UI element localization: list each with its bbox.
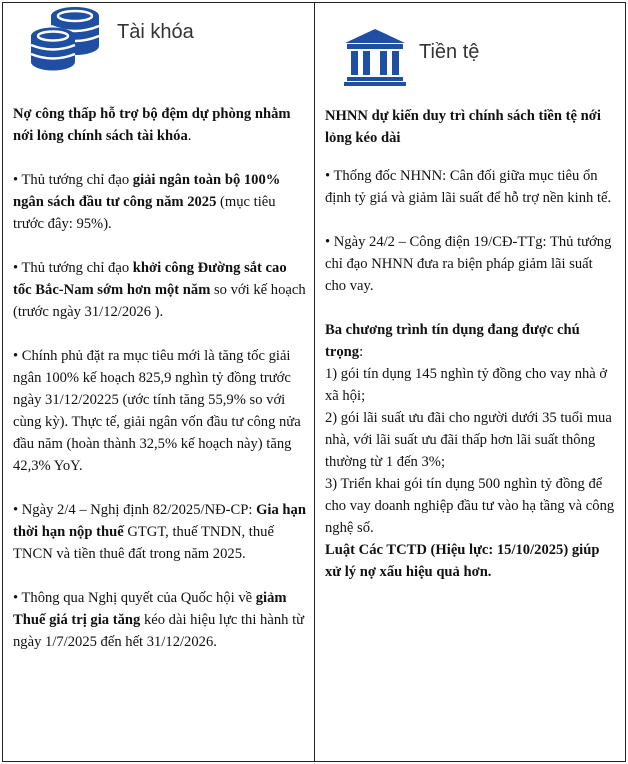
monetary-lead: NHNN dự kiến duy trì chính sách tiền tệ nới lỏng kéo dài [325, 108, 601, 146]
list-item: • Chính phủ đặt ra mục tiêu mới là tăng tốc giải ngân 100% kế hoạch 825,9 nghìn tỷ đồng trước ngày 31/12/20225 (ước tính tăng 55,9% so với cùng kỳ). Thực tế, giải ngân vốn đầu tư công nửa đầu năm (hoàn thành 32,5% kế hoạch này) tăng 42,3% YoY. [13, 348, 301, 474]
fiscal-lead [13, 103, 306, 147]
program-item: 2) gói lãi suất ưu đãi cho người dưới 35 tuổi mua nhà, với lãi suất ưu đãi thấp hơn lãi suất thông thường từ 1 đến 3%; [325, 410, 612, 470]
list-item: • Thủ tướng chỉ đạo giải ngân toàn bộ 100% ngân sách đầu tư công năm 2025 (mục tiêu trước đây: 95%). [13, 172, 281, 232]
bank-icon [343, 27, 407, 87]
list-item: • Ngày 2/4 – Nghị định 82/2025/NĐ-CP: Gia hạn thời hạn nộp thuế GTGT, thuế TNDN, thuế TNCN và tiền thuê đất trong năm 2025. [13, 502, 306, 562]
fiscal-lead-text: Nợ công thấp hỗ trợ bộ đệm dự phòng nhằm nới lỏng chính sách tài khóa [13, 106, 291, 144]
fiscal-body [13, 75, 306, 653]
monetary-title: Tiền tệ [419, 41, 480, 63]
program-item: 3) Triển khai gói tín dụng 500 nghìn tỷ đồng để cho vay doanh nghiệp đầu tư vào hạ tầng và công nghệ số. [325, 476, 615, 536]
fiscal-lead-period: . [187, 128, 192, 144]
list-item: • Ngày 24/2 – Công điện 19/CĐ-TTg: Thủ tướng chỉ đạo NHNN đưa ra biện pháp giảm lãi suất cho vay. [325, 234, 612, 294]
monetary-header [325, 3, 617, 75]
list-item: • Thủ tướng chỉ đạo khởi công Đường sắt cao tốc Bắc-Nam sớm hơn một năm so với kế hoạch (trước ngày 31/12/2026 ). [13, 260, 306, 320]
program-item: 1) gói tín dụng 145 nghìn tỷ đồng cho vay nhà ở xã hội; [325, 366, 608, 404]
fiscal-column [3, 3, 315, 761]
programs-heading: Ba chương trình tín dụng đang được chú trọng: [325, 322, 580, 360]
fiscal-title: Tài khóa [117, 21, 194, 43]
monetary-column [315, 3, 625, 761]
fiscal-header [13, 3, 306, 75]
two-column-table [2, 2, 626, 762]
coins-icon [29, 6, 111, 72]
list-item: • Thống đốc NHNN: Cân đối giữa mục tiêu ổn định tỷ giá và giảm lãi suất để hỗ trợ nền kinh tế. [325, 168, 612, 206]
list-item: • Thông qua Nghị quyết của Quốc hội về giảm Thuế giá trị gia tăng kéo dài hiệu lực thi hành từ ngày 1/7/2025 đến hết 31/12/2026. [13, 590, 305, 650]
monetary-body [325, 75, 617, 583]
law-note: Luật Các TCTD (Hiệu lực: 15/10/2025) giúp xử lý nợ xấu hiệu quả hơn. [325, 542, 600, 580]
